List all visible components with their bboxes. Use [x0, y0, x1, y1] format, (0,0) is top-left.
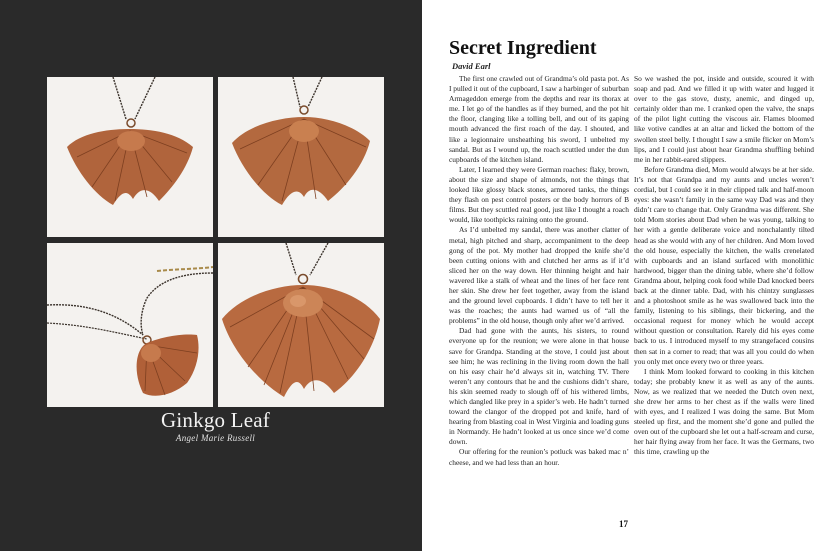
artwork-artist: Angel Marie Russell: [175, 433, 256, 443]
page-number: 17: [619, 519, 628, 529]
artwork-title: Ginkgo Leaf: [161, 408, 270, 432]
story-paragraph: Later, I learned they were German roaches: flaky, brown, about the size and shape of almonds, not the things that looked like glossy black stones, armored tanks, the things they flash on pest control posters or the body horrors of B films. But they scuttled real good, just like I thought a roach would, like toothpicks raining onto the ground.: [449, 164, 629, 225]
story-column-1: [449, 74, 629, 468]
pendant-photo-2: [218, 77, 384, 237]
story-column-2: [634, 74, 814, 458]
story-page: [422, 0, 840, 551]
pendant-image-icon: [47, 77, 213, 237]
pendant-image-icon: [218, 243, 384, 407]
story-paragraph: Dad had gone with the aunts, his sisters, to round everyone up for the reunion; we were alone in that house save for Grandpa. Standing at the stove, I could just about see him; he was reclining in the living room down the hall on his easy chair he’d always sit in, watching TV. There weren’t any contours that he and the cushions didn’t share, his skin seemed ready to slough off of his withered limbs, which dangled like prey in a spider’s web. He hadn’t turned toward the clangor of the dropped pot and knife, hard of hearing from blasting coal in West Virginia and loading guns in Normandy. He hadn’t looked at us once since we’d come down.: [449, 326, 629, 447]
pendant-image-icon: [47, 243, 213, 407]
story-paragraph: Before Grandma died, Mom would always be at her side. It’s not that Grandpa and my aunts and uncles weren’t cordial, but I could see it in their clipped talk and half-moon eyes: she wasn’t family in the same way Dad was and they didn’t care to change that. Only Grandma was different. She told Mom stories about Dad when he was young, talking to her with a gentle deliberate voice and nonchalantly tilted head as she would with any of her children. And Mom loved the old house, especially the kitchen, the walls crenelated with cupboards and an island surfaced with monolithic hardwood, bigger than the dining table, where she’d follow Grandma about, helping cook food while Dad knocked beers back at the dinner table. Dad, with his chintzy sunglasses and a photoshoot smile as he was swallowed back into the family, listening to his siblings, their bickering, and the occasional request for money which he would accept without question or consultation. Rarely did his eyes come back to us. I introduced myself to my strangefaced cousins then sat in a corner to read; that was all you could do when you only met once every two or three years.: [634, 164, 814, 366]
story-paragraph: So we washed the pot, inside and outside, scoured it with soap and pad. And we filled it up with water and lugged it over to the gas stove, dusty, anemic, and dinged up, certainly older than me. I cranked open the valve, the snaps of the pilot light cutting the viscous air. Flames bloomed like votive candles at an altar and licked the bottom of the swollen steel belly. I thought I saw a smile flicker on Mom’s lips, and I could just about hear Grandma shuffling behind me in her rabbit-eared slippers.: [634, 74, 814, 164]
story-paragraph: Our offering for the reunion’s potluck was baked mac n’ cheese, and we had less than an hour.: [449, 447, 629, 467]
pendant-photo-4: [218, 243, 384, 407]
pendant-photo-1: [47, 77, 213, 237]
story-author: David Earl: [452, 61, 491, 71]
story-paragraph: The first one crawled out of Grandma’s old pasta pot. As I pulled it out of the cupboard, I saw a harbinger of suburban Armageddon emerge from the depths and rear its thorax at me. I let go of the handles as if they burned, and the pot hit the floor, clanging like a tolling bell, and out of its gaping mouth advanced the first roach of the day. I shouted, and like a legionnaire unsheathing his sword, I unbelted my sandal. But as I wound up, the roach scuttled under the dun cupboards of the kitchen island.: [449, 74, 629, 164]
pendant-image-icon: [218, 77, 384, 237]
story-title: Secret Ingredient: [449, 37, 597, 59]
story-paragraph: I think Mom looked forward to cooking in this kitchen today; she probably knew it as well as any of the aunts. Now, as we realized that we needed the Dutch oven next, she drew her arms to her chest as if the walls were lined with eyes, and I realized I was doing the same. But Mom steeled up first, and the moment she’d gone and pulled the oven out of the cupboard she let out a half-scream and curse, her hair flying away from her face. It was the Germans, two this time, crawling up the: [634, 366, 814, 457]
pendant-photo-3: [47, 243, 213, 407]
story-paragraph: As I’d unbelted my sandal, there was another clatter of metal, high pitched and sharp, accompaniment to the deep gong of the pot. My mother had dropped the knife she’d been cutting onions with and clutched her arms as if it’d sliced her on the way down. Her thinning height and hair wavered like a stalk of wheat and the lines of her face rent her skin. She drew her feet together, away from the island and the ground level cupboards. I didn’t have to tell her it was the roaches; the aunts had warned us of “all the problems” in the old house, though only after we’d arrived.: [449, 225, 629, 326]
